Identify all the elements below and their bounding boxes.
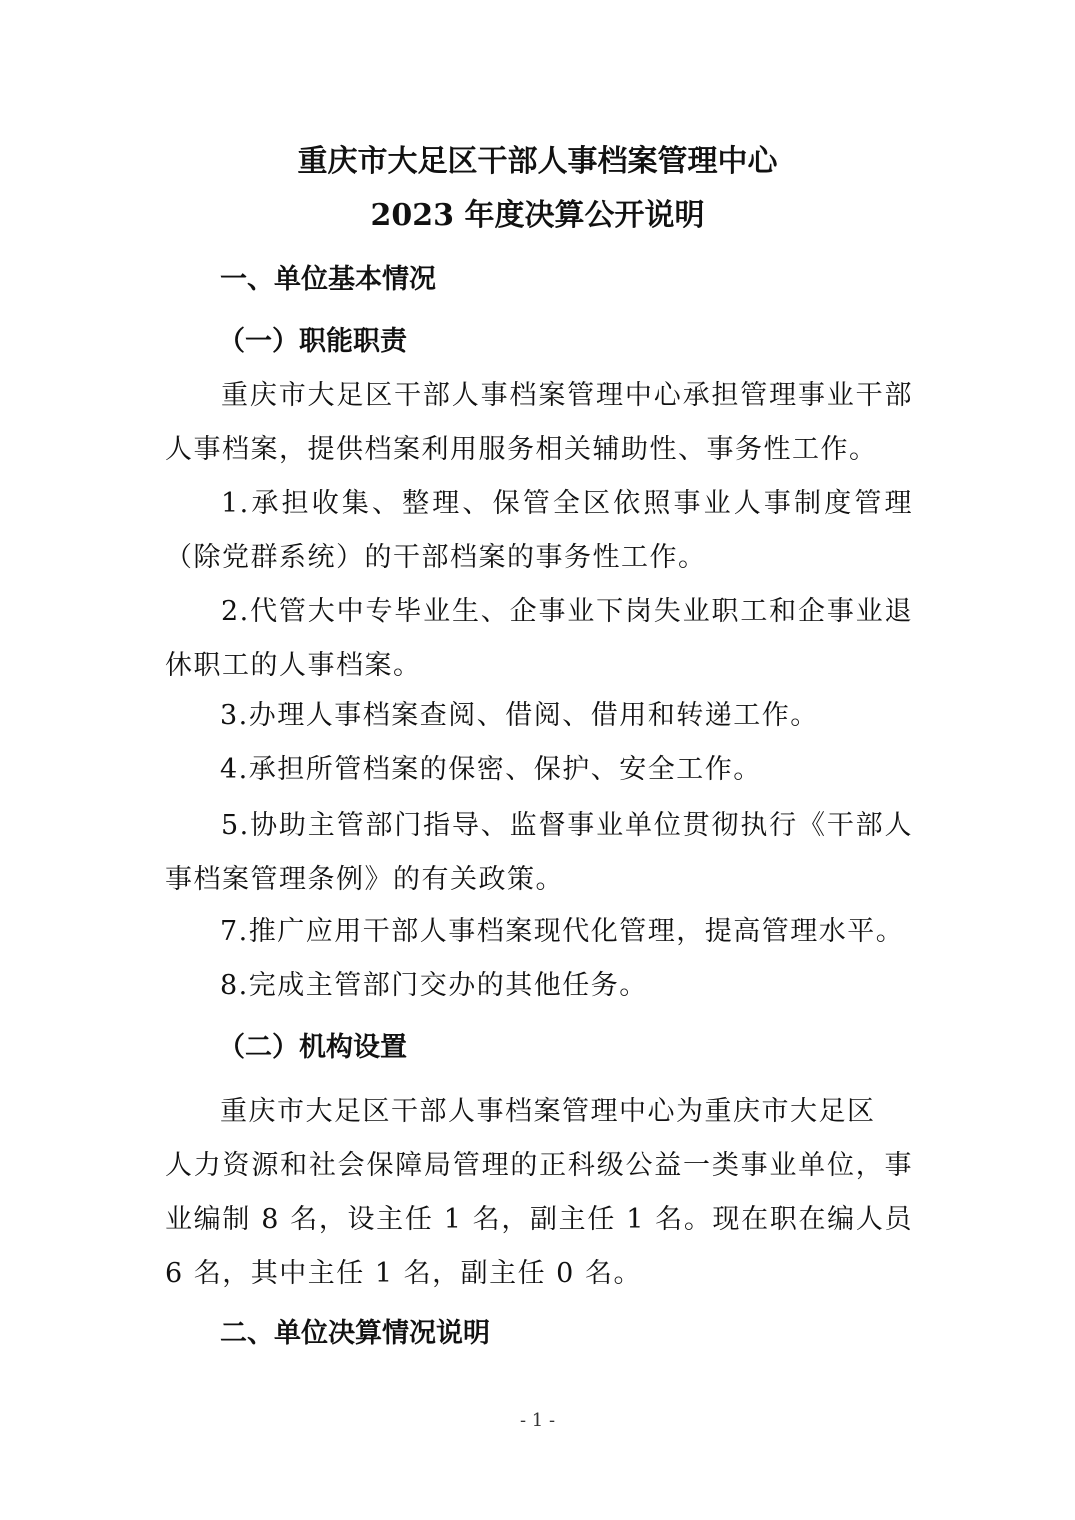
organization-first-line: 重庆市大足区干部人事档案管理中心为重庆市大足区: [220, 1096, 876, 1127]
duty-item-3: 3.办理人事档案查阅、借阅、借用和转递工作。: [220, 700, 819, 731]
duty-item-4: 4.承担所管档案的保密、保护、安全工作。: [220, 754, 762, 785]
duty-item-2: 2.代管大中专毕业生、企事业下岗失业职工和企事业退休职工的人事档案。: [165, 596, 913, 681]
subsection-2-heading: （二）机构设置: [218, 1032, 407, 1063]
duty-item-7: 7.推广应用干部人事档案现代化管理，提高管理水平。: [220, 916, 905, 947]
duty-item-5: 5.协助主管部门指导、监督事业单位贯彻执行《干部人事档案管理条例》的有关政策。: [165, 810, 913, 895]
page-number: - 1 -: [519, 1410, 556, 1431]
section-2-heading: 二、单位决算情况说明: [220, 1318, 490, 1349]
duty-item-1: 1.承担收集、整理、保管全区依照事业人事制度管理（除党群系统）的干部档案的事务性工作。: [165, 488, 913, 573]
duty-item-8: 8.完成主管部门交办的其他任务。: [220, 970, 648, 1001]
organization-paragraph: 人力资源和社会保障局管理的正科级公益一类事业单位，事业编制 8 名，设主任 1 名，副主任 1 名。现在职在编人员 6 名，其中主任 1 名，副主任 0 名。: [165, 1150, 913, 1289]
document-subtitle: 2023 年度决算公开说明: [370, 198, 705, 233]
section-1-heading: 一、单位基本情况: [220, 264, 436, 295]
subsection-1-heading: （一）职能职责: [218, 326, 407, 357]
subsection-1-intro: 重庆市大足区干部人事档案管理中心承担管理事业干部人事档案，提供档案利用服务相关辅助性、事务性工作。: [165, 380, 913, 465]
document-title: 重庆市大足区干部人事档案管理中心: [297, 144, 778, 179]
